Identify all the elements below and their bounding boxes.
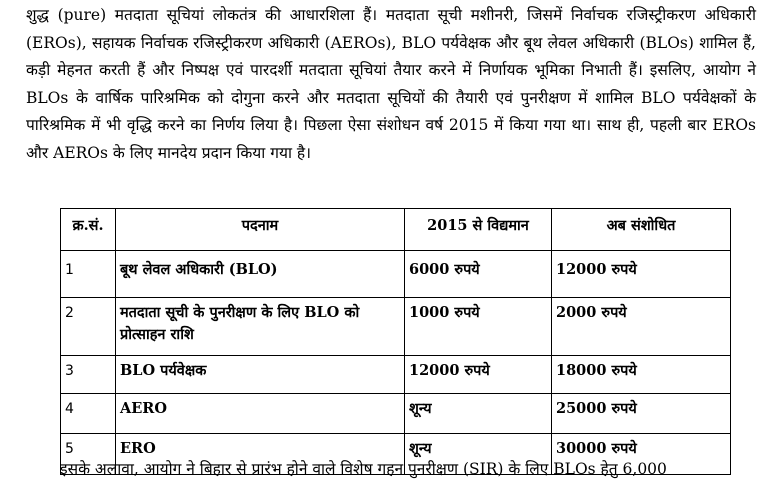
table-row [61, 394, 731, 434]
continuation-line: इसके अलावा, आयोग ने बिहार से प्रारंभ होने वाले विशेष गहन पुनरीक्षण (SIR) के लिए BLOs हेतु 6,000 [60, 460, 667, 478]
row-serial: 2 [61, 298, 116, 356]
row-revised: 30000 रुपये [552, 434, 731, 475]
header-existing-2015: 2015 से विद्यमान [405, 209, 552, 251]
row-serial: 4 [61, 394, 116, 434]
row-revised: 2000 रुपये [552, 298, 731, 356]
remuneration-table [60, 208, 731, 475]
row-designation: AERO [116, 394, 405, 434]
table-row [61, 356, 731, 394]
row-existing: 12000 रुपये [405, 356, 552, 394]
header-revised: अब संशोधित [552, 209, 731, 251]
row-existing: 6000 रुपये [405, 251, 552, 298]
row-revised: 18000 रुपये [552, 356, 731, 394]
table-header-row [61, 209, 731, 251]
row-revised: 12000 रुपये [552, 251, 731, 298]
header-designation: पदनाम [116, 209, 405, 251]
header-serial: क्र.सं. [61, 209, 116, 251]
row-serial: 3 [61, 356, 116, 394]
row-designation: BLO पर्यवेक्षक [116, 356, 405, 394]
table-row [61, 251, 731, 298]
row-designation: मतदाता सूची के पुनरीक्षण के लिए BLO को प्रोत्साहन राशि [116, 298, 405, 356]
row-existing: 1000 रुपये [405, 298, 552, 356]
row-serial: 1 [61, 251, 116, 298]
row-existing: शून्य [405, 434, 552, 475]
row-revised: 25000 रुपये [552, 394, 731, 434]
row-designation: ERO [116, 434, 405, 475]
row-designation: बूथ लेवल अधिकारी (BLO) [116, 251, 405, 298]
row-existing: शून्य [405, 394, 552, 434]
table-row [61, 298, 731, 356]
row-serial: 5 [61, 434, 116, 475]
intro-paragraph: शुद्ध (pure) मतदाता सूचियां लोकतंत्र की आधारशिला हैं। मतदाता सूची मशीनरी, जिसमें निर्वाचक रजिस्ट्रीकरण अधिकारी (EROs), सहायक निर्वाचक रजिस्ट्रीकरण अधिकारी (AEROs), BLO पर्यवेक्षक और बूथ लेवल अधिकारी (BLOs) शामिल हैं, कड़ी मेहनत करती हैं और निष्पक्ष एवं पारदर्शी मतदाता सूचियां तैयार करने में निर्णायक भूमिका निभाती हैं। इसलिए, आयोग ने BLOs के वार्षिक पारिश्रमिक को दोगुना करने और मतदाता सूचियों की तैयारी एवं पुनरीक्षण में शामिल BLO पर्यवेक्षकों के पारिश्रमिक में भी वृद्धि करने का निर्णय लिया है। पिछला ऐसा संशोधन वर्ष 2015 में किया गया था। साथ ही, पहली बार EROs और AEROs के लिए मानदेय प्रदान किया गया है। [26, 6, 756, 162]
